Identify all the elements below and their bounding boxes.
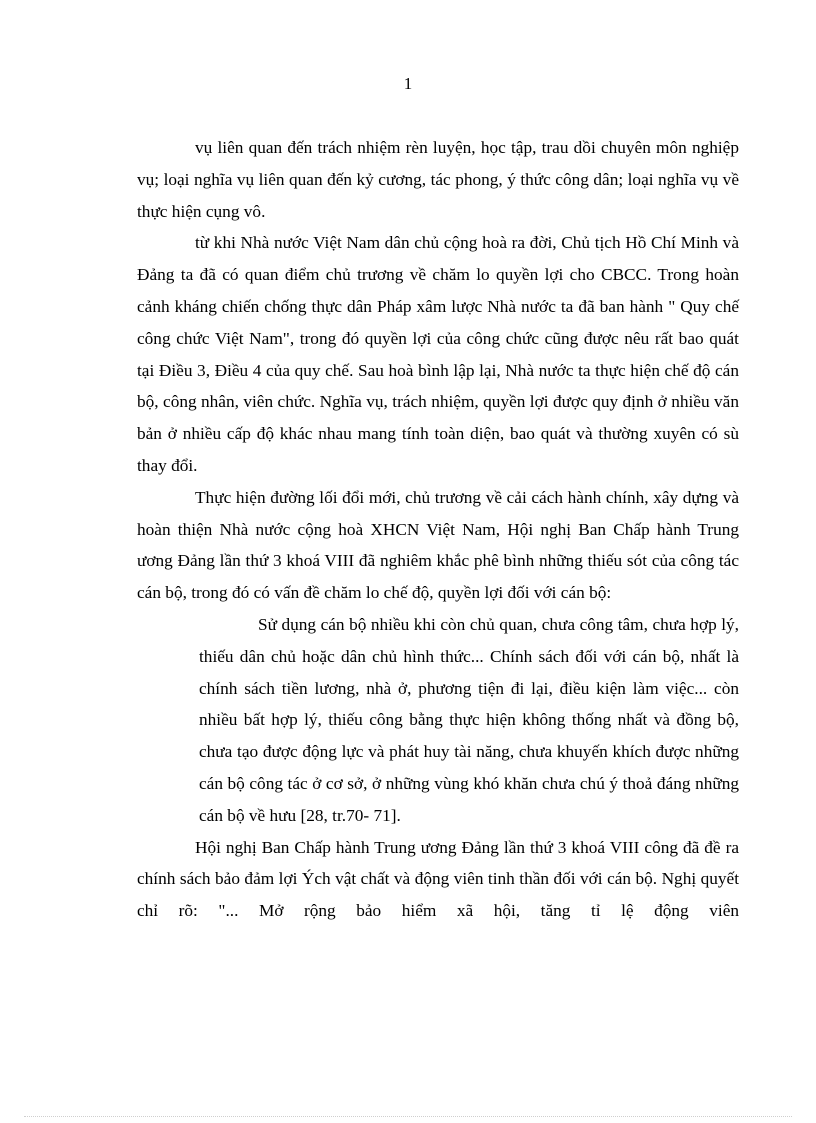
paragraph-reform: Thực hiện đường lối đổi mới, chủ trương về cải cách hành chính, xây dựng và hoàn thiện Nhà nước cộng hoà XHCN Việt Nam, Hội nghị Ban Chấp hành Trung ương Đảng lần thứ 3 khoá VIII đã nghiêm khắc phê bình những thiếu sót của công tác cán bộ, trong đó có vấn đề chăm lo chế độ, quyền lợi đối với cán bộ: <box>137 487 739 603</box>
block-quote: Sử dụng cán bộ nhiều khi còn chủ quan, chưa công tâm, chưa hợp lý, thiếu dân chủ hoặc dân chủ hình thức... Chính sách đối với cán bộ, nhất là chính sách tiền lương, nhà ở, phương tiện đi lại, điều kiện làm việc... còn nhiều bất hợp lý, thiếu công bằng thực hiện không thống nhất và đồng bộ, chưa tạo được động lực và phát huy tài năng, chưa khuyến khích được những cán bộ công tác ở cơ sở, ở những vùng khó khăn chưa chú ý thoả đáng những cán bộ về hưu [28, tr.70- 71]. <box>199 614 739 825</box>
document-body <box>137 132 739 927</box>
paragraph-duties-continued: vụ liên quan đến trách nhiệm rèn luyện, học tập, trau dồi chuyên môn nghiệp vụ; loại nghĩa vụ liên quan đến kỷ cương, tác phong, ý thức công dân; loại nghĩa vụ về thực hiện cụng vô. <box>137 138 739 221</box>
page-number: 1 <box>403 74 413 93</box>
paragraph-history: từ khi Nhà nước Việt Nam dân chủ cộng hoà ra đời, Chủ tịch Hồ Chí Minh và Đảng ta đã có quan điểm chủ trương về chăm lo quyền lợi cho CBCC. Trong hoàn cảnh kháng chiến chống thực dân Pháp xâm lược Nhà nước ta đã ban hành " Quy chế công chức Việt Nam", trong đó quyền lợi của công chức cũng được nêu rất bao quát tại Điều 3, Điều 4 của quy chế. Sau hoà bình lập lại, Nhà nước ta thực hiện chế độ cán bộ, công nhân, viên chức. Nghĩa vụ, trách nhiệm, quyền lợi được quy định ở nhiều văn bản ở nhiều cấp độ khác nhau mang tính toàn diện, bao quát và thường xuyên có sù thay đổi. <box>137 233 739 475</box>
paragraph-resolution: Hội nghị Ban Chấp hành Trung ương Đảng lần thứ 3 khoá VIII công đã đề ra chính sách bảo đảm lợi Ých vật chất và động viên tinh thần đối với cán bộ. Nghị quyết chỉ rõ: "... Mở rộng bảo hiểm xã hội, tăng tỉ lệ động viên <box>137 837 739 921</box>
page-bottom-divider <box>24 1116 792 1117</box>
